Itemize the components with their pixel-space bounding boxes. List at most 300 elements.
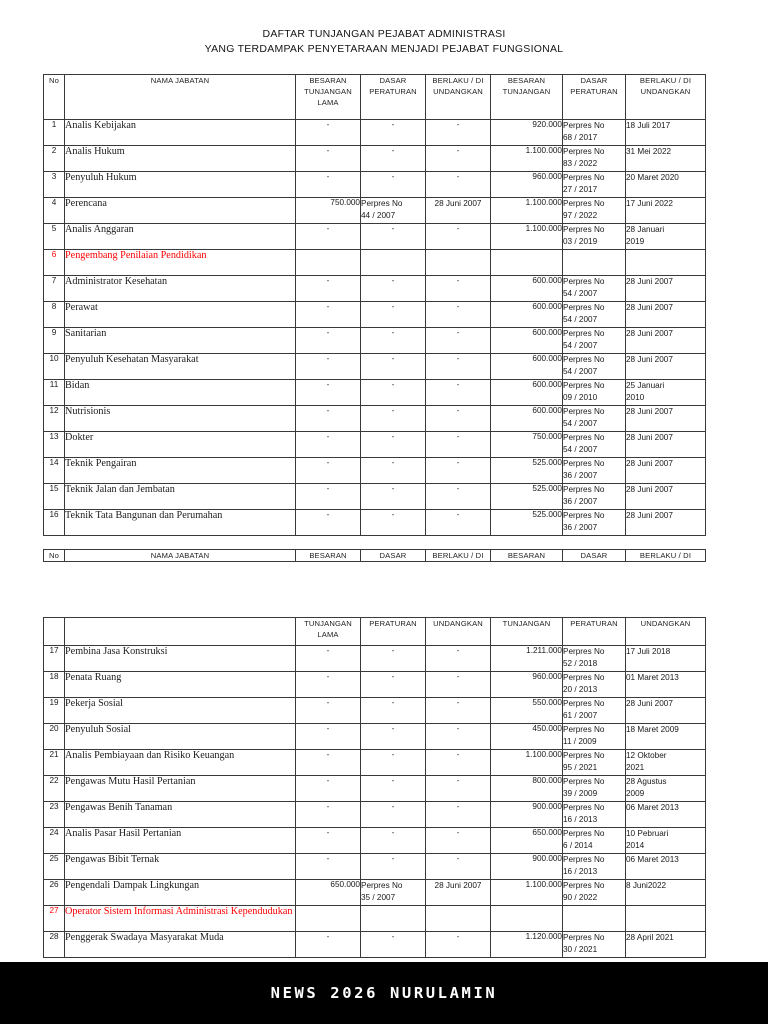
table-row [44, 302, 706, 328]
row-cell-nama-jabatan: Pengembang Penilaian Pendidikan [65, 250, 296, 276]
row-cell-nama-jabatan: Operator Sistem Informasi Administrasi Kependudukan [65, 906, 296, 932]
row-cell-dasar-baru: Perpres No 03 / 2019 [563, 224, 626, 250]
row-cell-besaran-lama: - [296, 750, 361, 776]
row-cell-dasar-lama: - [361, 750, 426, 776]
row-cell-berlaku-baru: 28 Juni 2007 [626, 302, 706, 328]
row-cell-berlaku-lama: - [426, 224, 491, 250]
row-cell-dasar-lama: - [361, 854, 426, 880]
table-row [44, 906, 706, 932]
table-body-part-1 [44, 120, 706, 536]
table-row [44, 828, 706, 854]
split-bottom-cell-undangkan-baru: UNDANGKAN [626, 618, 706, 646]
row-cell-no: 19 [44, 698, 65, 724]
row-cell-dasar-baru: Perpres No 20 / 2013 [563, 672, 626, 698]
row-cell-no: 22 [44, 776, 65, 802]
row-cell-besaran-lama: 750.000 [296, 198, 361, 224]
row-cell-dasar-lama: - [361, 380, 426, 406]
row-cell-besaran-baru: 450.000 [491, 724, 563, 750]
row-cell-no: 17 [44, 646, 65, 672]
row-cell-nama-jabatan: Teknik Jalan dan Jembatan [65, 484, 296, 510]
row-cell-besaran-lama: - [296, 672, 361, 698]
row-cell-dasar-baru: Perpres No 95 / 2021 [563, 750, 626, 776]
row-cell-dasar-lama: - [361, 510, 426, 536]
row-cell-dasar-lama: - [361, 724, 426, 750]
row-cell-nama-jabatan: Teknik Pengairan [65, 458, 296, 484]
row-cell-dasar-baru: Perpres No 16 / 2013 [563, 802, 626, 828]
header-besaran-lama-l2: TUNJANGAN [304, 87, 352, 96]
row-cell-no: 8 [44, 302, 65, 328]
split-bottom-c3-l2: LAMA [317, 630, 339, 639]
header-cell-berlaku-baru [626, 75, 706, 120]
page-title [0, 0, 768, 57]
row-cell-berlaku-lama [426, 250, 491, 276]
row-cell-besaran-baru: 1.211.000 [491, 646, 563, 672]
row-cell-besaran-baru: 750.000 [491, 432, 563, 458]
table-section-2 [43, 617, 705, 958]
table-row [44, 932, 706, 958]
row-cell-dasar-baru: Perpres No 27 / 2017 [563, 172, 626, 198]
row-cell-dasar-baru: Perpres No 36 / 2007 [563, 458, 626, 484]
header-besaran-lama-l3: LAMA [317, 98, 339, 107]
row-cell-no: 25 [44, 854, 65, 880]
row-cell-dasar-baru: Perpres No 68 / 2017 [563, 120, 626, 146]
row-cell-besaran-baru [491, 250, 563, 276]
row-cell-berlaku-lama: - [426, 672, 491, 698]
row-cell-dasar-lama: Perpres No 35 / 2007 [361, 880, 426, 906]
row-cell-nama-jabatan: Administrator Kesehatan [65, 276, 296, 302]
row-cell-besaran-lama: - [296, 146, 361, 172]
row-cell-berlaku-baru: 28 Juni 2007 [626, 458, 706, 484]
split-bottom-c3-l1: TUNJANGAN [304, 619, 352, 628]
row-cell-berlaku-baru: 28 Agustus 2009 [626, 776, 706, 802]
footer-banner [0, 962, 768, 1024]
row-cell-besaran-lama: - [296, 276, 361, 302]
row-cell-berlaku-baru: 28 Juni 2007 [626, 406, 706, 432]
row-cell-nama-jabatan: Sanitarian [65, 328, 296, 354]
row-cell-besaran-baru: 1.100.000 [491, 750, 563, 776]
row-cell-berlaku-lama: - [426, 646, 491, 672]
row-cell-nama-jabatan: Penata Ruang [65, 672, 296, 698]
table-row [44, 484, 706, 510]
row-cell-no: 24 [44, 828, 65, 854]
row-cell-dasar-lama: - [361, 776, 426, 802]
row-cell-besaran-baru: 600.000 [491, 380, 563, 406]
row-cell-besaran-baru: 960.000 [491, 172, 563, 198]
header-cell-nama-jabatan: NAMA JABATAN [65, 75, 296, 120]
header-cell-berlaku-lama [426, 75, 491, 120]
row-cell-berlaku-lama: - [426, 724, 491, 750]
row-cell-besaran-lama: - [296, 646, 361, 672]
row-cell-berlaku-baru: 17 Juli 2018 [626, 646, 706, 672]
row-cell-nama-jabatan: Pembina Jasa Konstruksi [65, 646, 296, 672]
table-row [44, 776, 706, 802]
row-cell-besaran-baru: 600.000 [491, 328, 563, 354]
row-cell-berlaku-lama: - [426, 510, 491, 536]
row-cell-besaran-baru: 525.000 [491, 458, 563, 484]
row-cell-besaran-lama: - [296, 854, 361, 880]
table-row [44, 854, 706, 880]
row-cell-dasar-lama: - [361, 802, 426, 828]
table-row [44, 380, 706, 406]
row-cell-berlaku-lama: - [426, 146, 491, 172]
row-cell-no: 23 [44, 802, 65, 828]
header-cell-besaran-tunjangan-lama [296, 75, 361, 120]
table-row [44, 802, 706, 828]
table-row [44, 276, 706, 302]
row-cell-dasar-baru: Perpres No 54 / 2007 [563, 354, 626, 380]
row-cell-no: 4 [44, 198, 65, 224]
row-cell-besaran-lama: - [296, 828, 361, 854]
row-cell-berlaku-lama: - [426, 698, 491, 724]
row-cell-nama-jabatan: Analis Pembiayaan dan Risiko Keuangan [65, 750, 296, 776]
row-cell-besaran-lama: - [296, 172, 361, 198]
header-berlaku-baru-l2: UNDANGKAN [640, 87, 691, 96]
table-row [44, 432, 706, 458]
split-header-top-row [44, 550, 706, 562]
row-cell-dasar-lama: - [361, 432, 426, 458]
row-cell-dasar-baru: Perpres No 97 / 2022 [563, 198, 626, 224]
row-cell-dasar-baru: Perpres No 09 / 2010 [563, 380, 626, 406]
row-cell-berlaku-lama [426, 906, 491, 932]
row-cell-besaran-lama: - [296, 510, 361, 536]
row-cell-dasar-lama: - [361, 302, 426, 328]
row-cell-besaran-lama [296, 250, 361, 276]
table-row [44, 724, 706, 750]
tunjangan-table-part-2 [43, 617, 706, 958]
header-besaran-baru-l1: BESARAN [507, 76, 546, 85]
footer-banner-text: NEWS 2026 NURULAMIN [270, 984, 498, 1002]
row-cell-besaran-baru: 1.100.000 [491, 880, 563, 906]
table-row [44, 750, 706, 776]
row-cell-dasar-lama: - [361, 354, 426, 380]
row-cell-dasar-lama: - [361, 146, 426, 172]
row-cell-no: 2 [44, 146, 65, 172]
row-cell-nama-jabatan: Penyuluh Hukum [65, 172, 296, 198]
row-cell-berlaku-baru: 06 Maret 2013 [626, 854, 706, 880]
table-row [44, 354, 706, 380]
header-berlaku-baru-l1: BERLAKU / DI [639, 76, 692, 85]
row-cell-berlaku-baru: 18 Juli 2017 [626, 120, 706, 146]
row-cell-besaran-lama: - [296, 484, 361, 510]
row-cell-besaran-lama: - [296, 432, 361, 458]
row-cell-dasar-lama: - [361, 120, 426, 146]
split-top-cell-8: BERLAKU / DI [626, 550, 706, 562]
header-dasar-lama-l2: PERATURAN [369, 87, 417, 96]
row-cell-no: 1 [44, 120, 65, 146]
row-cell-berlaku-lama: - [426, 380, 491, 406]
header-cell-dasar-peraturan-lama [361, 75, 426, 120]
row-cell-nama-jabatan: Penyuluh Kesehatan Masyarakat [65, 354, 296, 380]
row-cell-no: 18 [44, 672, 65, 698]
table-row [44, 146, 706, 172]
row-cell-besaran-baru [491, 906, 563, 932]
row-cell-nama-jabatan: Perawat [65, 302, 296, 328]
row-cell-dasar-baru: Perpres No 90 / 2022 [563, 880, 626, 906]
table-row [44, 120, 706, 146]
row-cell-berlaku-baru: 10 Pebruari 2014 [626, 828, 706, 854]
split-bottom-cell-nama-jabatan [65, 618, 296, 646]
split-bottom-cell-tunjangan-lama [296, 618, 361, 646]
row-cell-berlaku-lama: - [426, 354, 491, 380]
row-cell-dasar-lama [361, 906, 426, 932]
row-cell-nama-jabatan: Pekerja Sosial [65, 698, 296, 724]
row-cell-dasar-baru: Perpres No 54 / 2007 [563, 406, 626, 432]
row-cell-berlaku-lama: - [426, 120, 491, 146]
row-cell-besaran-lama: - [296, 328, 361, 354]
row-cell-nama-jabatan: Analis Anggaran [65, 224, 296, 250]
row-cell-no: 13 [44, 432, 65, 458]
row-cell-besaran-baru: 1.100.000 [491, 146, 563, 172]
row-cell-berlaku-lama: 28 Juni 2007 [426, 880, 491, 906]
row-cell-berlaku-baru: 28 Juni 2007 [626, 354, 706, 380]
row-cell-berlaku-lama: - [426, 802, 491, 828]
row-cell-no: 3 [44, 172, 65, 198]
row-cell-berlaku-lama: - [426, 854, 491, 880]
row-cell-besaran-baru: 550.000 [491, 698, 563, 724]
table-section-1 [43, 74, 705, 536]
row-cell-nama-jabatan: Bidan [65, 380, 296, 406]
row-cell-no: 28 [44, 932, 65, 958]
row-cell-berlaku-lama: - [426, 302, 491, 328]
row-cell-no: 7 [44, 276, 65, 302]
tunjangan-table-part-1 [43, 74, 706, 536]
row-cell-berlaku-lama: - [426, 932, 491, 958]
row-cell-nama-jabatan: Teknik Tata Bangunan dan Perumahan [65, 510, 296, 536]
row-cell-dasar-lama [361, 250, 426, 276]
split-bottom-cell-tunjangan-baru: TUNJANGAN [491, 618, 563, 646]
row-cell-dasar-lama: - [361, 458, 426, 484]
row-cell-no: 27 [44, 906, 65, 932]
title-line-1: DAFTAR TUNJANGAN PEJABAT ADMINISTRASI [262, 28, 506, 40]
row-cell-dasar-lama: - [361, 646, 426, 672]
row-cell-nama-jabatan: Pengawas Bibit Ternak [65, 854, 296, 880]
row-cell-dasar-baru: Perpres No 54 / 2007 [563, 302, 626, 328]
row-cell-berlaku-baru: 28 Juni 2007 [626, 276, 706, 302]
table-row [44, 880, 706, 906]
row-cell-dasar-lama: - [361, 224, 426, 250]
row-cell-berlaku-baru [626, 250, 706, 276]
row-cell-berlaku-lama: - [426, 776, 491, 802]
row-cell-berlaku-baru: 31 Mei 2022 [626, 146, 706, 172]
table-row [44, 406, 706, 432]
row-cell-berlaku-lama: - [426, 484, 491, 510]
header-besaran-lama-l1: BESARAN [309, 76, 347, 85]
row-cell-besaran-baru: 1.120.000 [491, 932, 563, 958]
row-cell-berlaku-baru: 25 Januari 2010 [626, 380, 706, 406]
row-cell-besaran-baru: 900.000 [491, 854, 563, 880]
row-cell-berlaku-baru: 06 Maret 2013 [626, 802, 706, 828]
row-cell-besaran-baru: 920.000 [491, 120, 563, 146]
row-cell-dasar-lama: - [361, 932, 426, 958]
header-dasar-baru-l1: DASAR [580, 76, 608, 85]
row-cell-berlaku-baru: 8 Juni2022 [626, 880, 706, 906]
row-cell-besaran-lama: - [296, 120, 361, 146]
split-header-top [43, 549, 706, 562]
row-cell-dasar-baru: Perpres No 54 / 2007 [563, 328, 626, 354]
split-bottom-cell-peraturan-lama: PERATURAN [361, 618, 426, 646]
row-cell-berlaku-baru: 17 Juni 2022 [626, 198, 706, 224]
row-cell-berlaku-baru: 18 Maret 2009 [626, 724, 706, 750]
row-cell-nama-jabatan: Pengawas Benih Tanaman [65, 802, 296, 828]
split-header-bottom-row [44, 618, 706, 646]
row-cell-berlaku-lama: - [426, 328, 491, 354]
row-cell-berlaku-baru: 12 Oktober 2021 [626, 750, 706, 776]
table-header-row [44, 75, 706, 120]
row-cell-berlaku-baru: 28 Juni 2007 [626, 484, 706, 510]
row-cell-no: 6 [44, 250, 65, 276]
table-row [44, 672, 706, 698]
row-cell-dasar-lama: - [361, 328, 426, 354]
row-cell-berlaku-lama: - [426, 828, 491, 854]
row-cell-dasar-baru: Perpres No 30 / 2021 [563, 932, 626, 958]
row-cell-besaran-baru: 600.000 [491, 302, 563, 328]
split-top-cell-3: BESARAN [296, 550, 361, 562]
row-cell-besaran-baru: 960.000 [491, 672, 563, 698]
table-row [44, 198, 706, 224]
row-cell-dasar-lama: - [361, 484, 426, 510]
table-row [44, 328, 706, 354]
row-cell-besaran-lama: - [296, 458, 361, 484]
row-cell-nama-jabatan: Analis Pasar Hasil Pertanian [65, 828, 296, 854]
table-row [44, 458, 706, 484]
row-cell-berlaku-baru: 20 Maret 2020 [626, 172, 706, 198]
header-besaran-baru-l2: TUNJANGAN [502, 87, 551, 96]
row-cell-berlaku-lama: - [426, 432, 491, 458]
row-cell-dasar-lama: - [361, 276, 426, 302]
header-berlaku-lama-l2: UNDANGKAN [433, 87, 483, 96]
row-cell-no: 9 [44, 328, 65, 354]
title-line-2: YANG TERDAMPAK PENYETARAAN MENJADI PEJABAT FUNGSIONAL [204, 42, 564, 55]
row-cell-dasar-baru: Perpres No 36 / 2007 [563, 510, 626, 536]
header-cell-dasar-peraturan-baru [563, 75, 626, 120]
split-top-cell-7: DASAR [563, 550, 626, 562]
split-top-cell-4: DASAR [361, 550, 426, 562]
row-cell-no: 15 [44, 484, 65, 510]
split-top-cell-nama-jabatan: NAMA JABATAN [65, 550, 296, 562]
row-cell-besaran-lama: - [296, 406, 361, 432]
row-cell-berlaku-baru: 28 Juni 2007 [626, 432, 706, 458]
row-cell-dasar-baru: Perpres No 16 / 2013 [563, 854, 626, 880]
row-cell-besaran-baru: 650.000 [491, 828, 563, 854]
table-row [44, 250, 706, 276]
row-cell-berlaku-lama: 28 Juni 2007 [426, 198, 491, 224]
row-cell-dasar-lama: - [361, 172, 426, 198]
header-cell-besaran-tunjangan-baru [491, 75, 563, 120]
table-section-split-top [43, 549, 705, 562]
row-cell-besaran-lama: - [296, 724, 361, 750]
row-cell-dasar-baru [563, 250, 626, 276]
split-top-cell-no: No [44, 550, 65, 562]
row-cell-dasar-lama: - [361, 406, 426, 432]
row-cell-besaran-baru: 600.000 [491, 276, 563, 302]
row-cell-besaran-baru: 525.000 [491, 484, 563, 510]
row-cell-dasar-baru: Perpres No 52 / 2018 [563, 646, 626, 672]
row-cell-dasar-baru: Perpres No 83 / 2022 [563, 146, 626, 172]
row-cell-besaran-baru: 900.000 [491, 802, 563, 828]
row-cell-besaran-lama: - [296, 802, 361, 828]
table-row [44, 698, 706, 724]
row-cell-nama-jabatan: Perencana [65, 198, 296, 224]
row-cell-no: 12 [44, 406, 65, 432]
split-bottom-cell-peraturan-baru: PERATURAN [563, 618, 626, 646]
row-cell-dasar-baru: Perpres No 54 / 2007 [563, 432, 626, 458]
row-cell-nama-jabatan: Pengendali Dampak Lingkungan [65, 880, 296, 906]
row-cell-no: 5 [44, 224, 65, 250]
row-cell-dasar-baru: Perpres No 54 / 2007 [563, 276, 626, 302]
header-berlaku-lama-l1: BERLAKU / DI [432, 76, 484, 85]
row-cell-nama-jabatan: Penyuluh Sosial [65, 724, 296, 750]
row-cell-berlaku-baru: 28 Juni 2007 [626, 698, 706, 724]
row-cell-besaran-lama [296, 906, 361, 932]
row-cell-nama-jabatan: Pengawas Mutu Hasil Pertanian [65, 776, 296, 802]
table-row [44, 510, 706, 536]
row-cell-nama-jabatan: Analis Hukum [65, 146, 296, 172]
row-cell-besaran-lama: - [296, 224, 361, 250]
row-cell-besaran-baru: 600.000 [491, 406, 563, 432]
row-cell-berlaku-baru [626, 906, 706, 932]
row-cell-no: 14 [44, 458, 65, 484]
split-top-cell-6: BESARAN [491, 550, 563, 562]
row-cell-nama-jabatan: Nutrisionis [65, 406, 296, 432]
split-bottom-cell-no [44, 618, 65, 646]
row-cell-dasar-lama: - [361, 828, 426, 854]
row-cell-besaran-baru: 525.000 [491, 510, 563, 536]
row-cell-no: 21 [44, 750, 65, 776]
row-cell-dasar-lama: - [361, 672, 426, 698]
row-cell-besaran-baru: 600.000 [491, 354, 563, 380]
row-cell-nama-jabatan: Penggerak Swadaya Masyarakat Muda [65, 932, 296, 958]
row-cell-dasar-baru [563, 906, 626, 932]
row-cell-berlaku-lama: - [426, 172, 491, 198]
row-cell-berlaku-baru: 28 Juni 2007 [626, 328, 706, 354]
row-cell-dasar-baru: Perpres No 11 / 2009 [563, 724, 626, 750]
table-row [44, 172, 706, 198]
header-dasar-lama-l1: DASAR [379, 76, 407, 85]
row-cell-berlaku-lama: - [426, 276, 491, 302]
row-cell-dasar-baru: Perpres No 39 / 2009 [563, 776, 626, 802]
row-cell-besaran-lama: - [296, 302, 361, 328]
split-bottom-cell-undangkan-lama: UNDANGKAN [426, 618, 491, 646]
row-cell-berlaku-baru: 28 Januari 2019 [626, 224, 706, 250]
row-cell-dasar-baru: Perpres No 36 / 2007 [563, 484, 626, 510]
row-cell-berlaku-baru: 28 Juni 2007 [626, 510, 706, 536]
row-cell-no: 20 [44, 724, 65, 750]
row-cell-dasar-baru: Perpres No 6 / 2014 [563, 828, 626, 854]
row-cell-besaran-baru: 800.000 [491, 776, 563, 802]
row-cell-no: 16 [44, 510, 65, 536]
row-cell-no: 10 [44, 354, 65, 380]
table-row [44, 224, 706, 250]
row-cell-dasar-lama: - [361, 698, 426, 724]
row-cell-dasar-baru: Perpres No 61 / 2007 [563, 698, 626, 724]
row-cell-no: 11 [44, 380, 65, 406]
row-cell-besaran-baru: 1.100.000 [491, 224, 563, 250]
row-cell-dasar-lama: Perpres No 44 / 2007 [361, 198, 426, 224]
row-cell-berlaku-lama: - [426, 750, 491, 776]
row-cell-nama-jabatan: Dokter [65, 432, 296, 458]
row-cell-besaran-lama: - [296, 932, 361, 958]
table-row [44, 646, 706, 672]
split-top-cell-5: BERLAKU / DI [426, 550, 491, 562]
row-cell-besaran-lama: - [296, 776, 361, 802]
table-body-part-2 [44, 646, 706, 958]
row-cell-no: 26 [44, 880, 65, 906]
header-dasar-baru-l2: PERATURAN [570, 87, 618, 96]
row-cell-besaran-lama: 650.000 [296, 880, 361, 906]
row-cell-besaran-lama: - [296, 380, 361, 406]
row-cell-besaran-lama: - [296, 354, 361, 380]
row-cell-berlaku-baru: 28 April 2021 [626, 932, 706, 958]
